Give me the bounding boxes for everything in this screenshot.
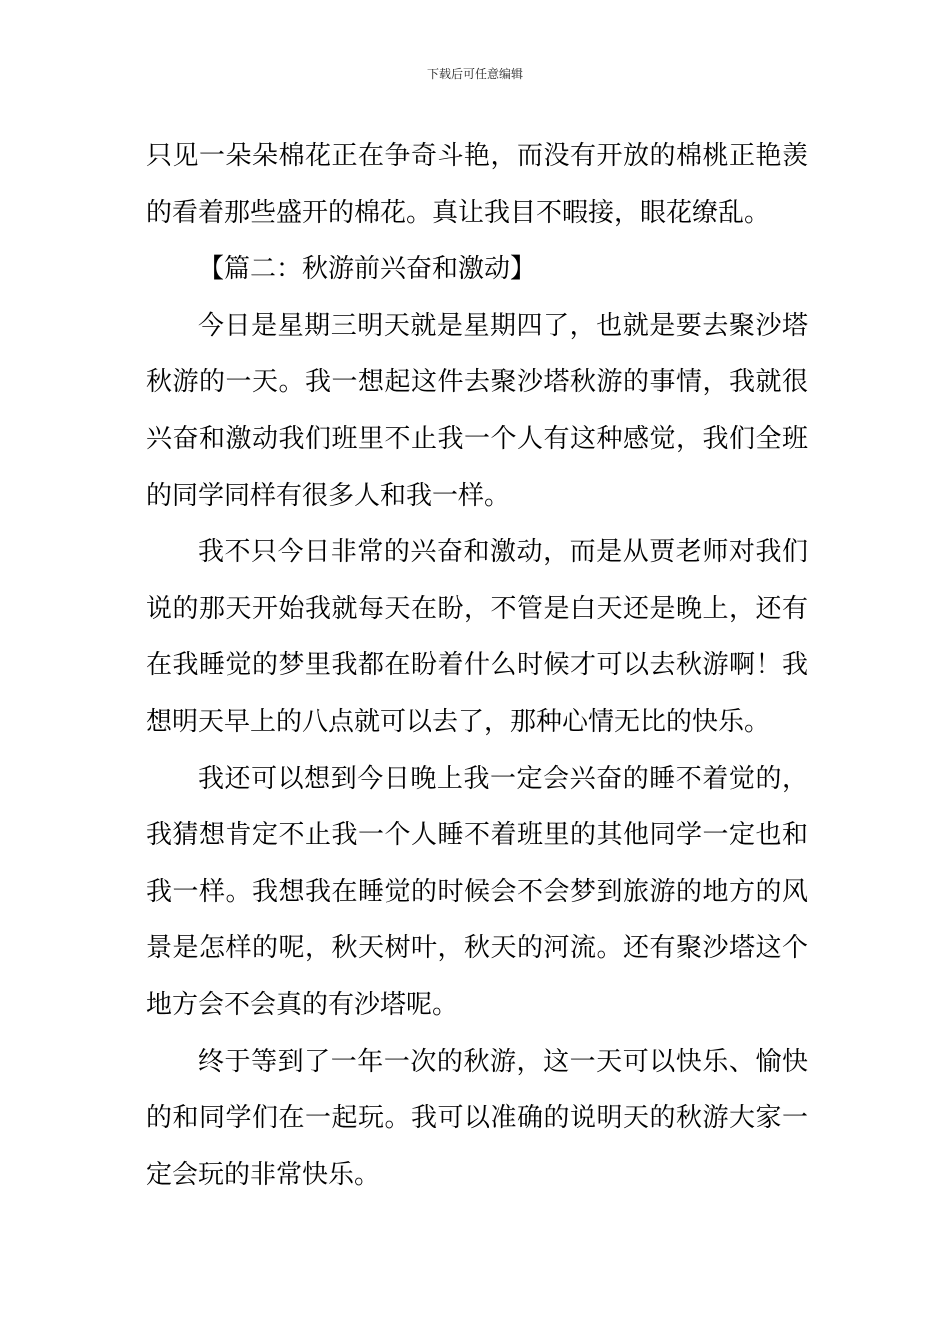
paragraph: 我不只今日非常的兴奋和激动，而是从贾老师对我们说的那天开始我就每天在盼，不管是白天还是晚上，还有在我睡觉的梦里我都在盼着什么时候才可以去秋游啊！我想明天早上的八点就可以去了，那种心情无比的快乐。	[146, 537, 808, 737]
paragraph: 我还可以想到今日晚上我一定会兴奋的睡不着觉的，我猜想肯定不止我一个人睡不着班里的其他同学一定也和我一样。我想我在睡觉的时候会不会梦到旅游的地方的风景是怎样的呢，秋天树叶，秋天的河流。还有聚沙塔这个地方会不会真的有沙塔呢。	[146, 763, 808, 1020]
document-body	[146, 128, 808, 1203]
paragraph: 只见一朵朵棉花正在争奇斗艳，而没有开放的棉桃正艳羡的看着那些盛开的棉花。真让我目不暇接，眼花缭乱。	[146, 141, 808, 228]
section-heading: 【篇二：秋游前兴奋和激动】	[198, 254, 537, 285]
page-header: 下载后可任意编辑	[426, 67, 523, 81]
paragraph: 今日是星期三明天就是星期四了，也就是要去聚沙塔秋游的一天。我一想起这件去聚沙塔秋游的事情，我就很兴奋和激动我们班里不止我一个人有这种感觉，我们全班的同学同样有很多人和我一样。	[146, 310, 808, 511]
paragraph: 终于等到了一年一次的秋游，这一天可以快乐、愉快的和同学们在一起玩。我可以准确的说明天的秋游大家一定会玩的非常快乐。	[146, 1046, 808, 1190]
